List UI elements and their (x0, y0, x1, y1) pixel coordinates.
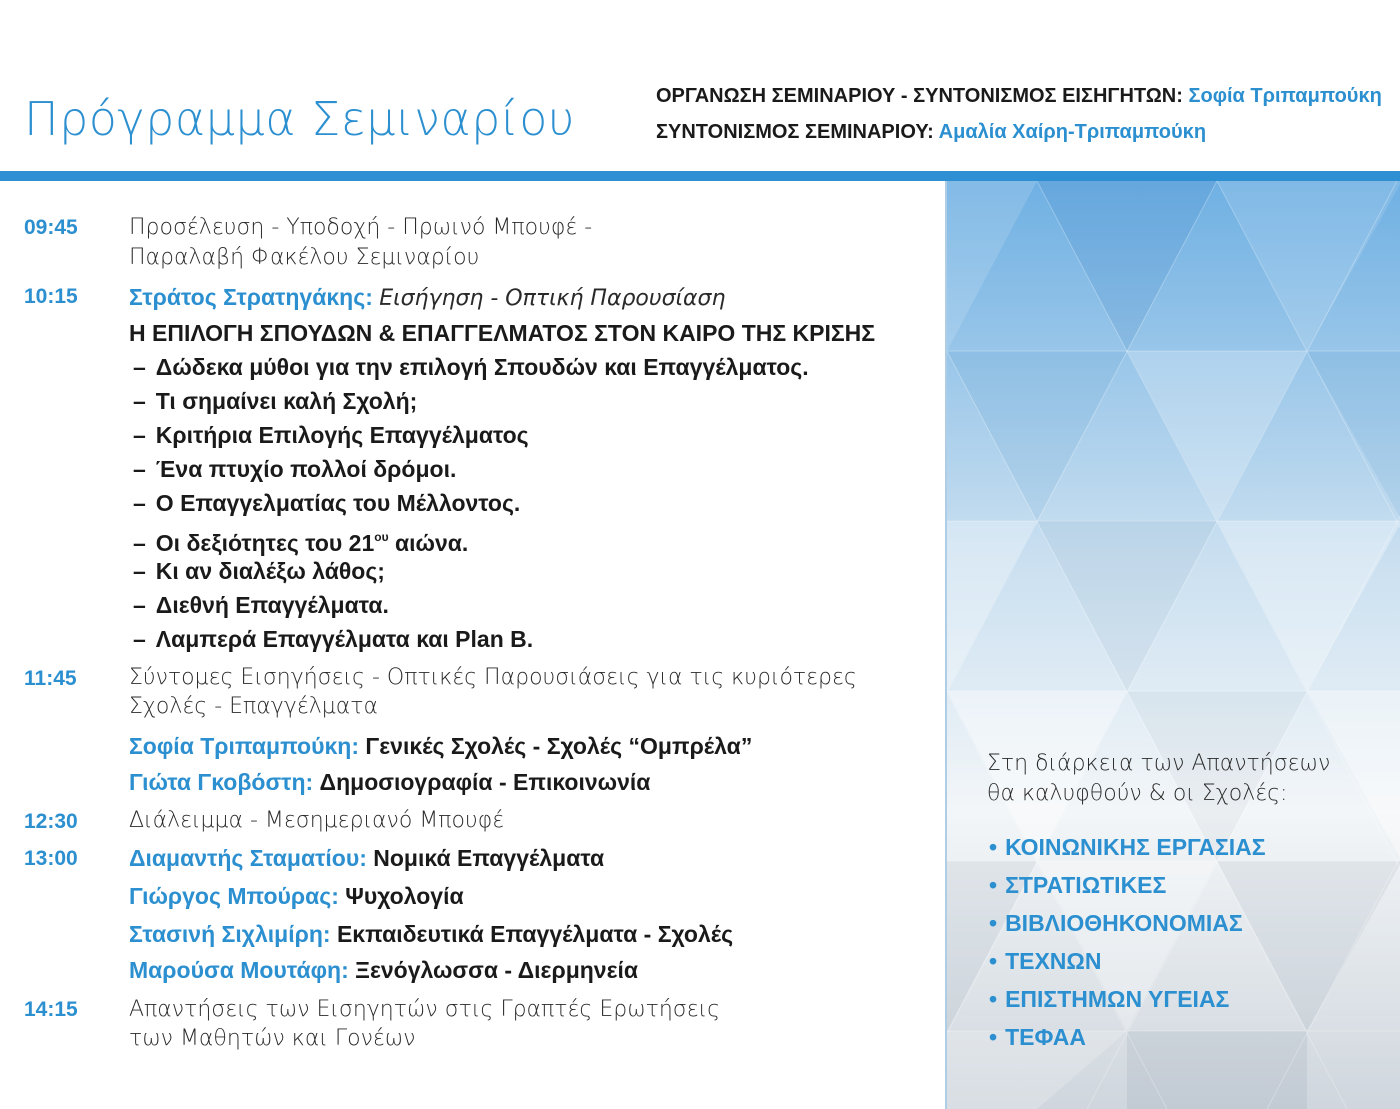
speaker-name: Σοφία Τριπαμπούκη: (129, 733, 360, 759)
topic-item: – Ένα πτυχίο πολλοί δρόμοι. (133, 456, 457, 482)
topic-item: – Οι δεξιότητες του $21^{o\upsilon}$ αιώνα. (133, 530, 469, 556)
talk-topic: Νομικά Επαγγέλματα (373, 845, 605, 871)
speaker-name: Διαμαντής Σταματίου: (129, 845, 367, 871)
school-item: • ΒΙΒΛΙΟΘΗΚΟΝΟΜΙΑΣ (989, 910, 1243, 936)
organization-label: ΟΡΓΑΝΩΣΗ ΣΕΜΙΝΑΡΙΟΥ - ΣΥΝΤΟΝΙΣΜΟΣ ΕΙΣΗΓΗΤΩΝ: (656, 85, 1183, 107)
short-talks-line-1: Σύντομες Εισηγήσεις - Οπτικές Παρουσιάσεις για τις κυριότερες (129, 665, 857, 690)
page-title: Πρόγραμμα Σεμιναρίου (24, 92, 575, 146)
time-0945: 09:45 (24, 216, 78, 239)
talk-topic: Δημοσιογραφία - Επικοινωνία (319, 769, 651, 795)
talk-topic: Ψυχολογία (345, 883, 464, 909)
talk-topic: Ξενόγλωσσα - Διερμηνεία (355, 957, 639, 983)
panel-intro (987, 749, 1330, 809)
talk-row (129, 955, 638, 985)
arrival-line-2: Παραλαβή Φακέλου Σεμιναρίου (129, 245, 480, 270)
talk-row (129, 731, 752, 761)
talk-topic: Γενικές Σχολές - Σχολές “Ομπρέλα” (365, 733, 753, 759)
coordination-label: ΣΥΝΤΟΝΙΣΜΟΣ ΣΕΜΙΝΑΡΙΟΥ: (656, 121, 934, 143)
time-1145: 11:45 (24, 667, 77, 690)
speaker-name: Στράτος Στρατηγάκης: (129, 284, 373, 310)
talk-row (129, 767, 650, 797)
speaker-name: Γιώργος Μπούρας: (129, 883, 339, 909)
topic-item: – Κι αν διαλέξω λάθος; (133, 558, 385, 584)
speaker-name: Στασινή Σιχλιμίρη: (129, 921, 331, 947)
session-1015-title: Η ΕΠΙΛΟΓΗ ΣΠΟΥΔΩΝ & ΕΠΑΓΓΕΛΜΑΤΟΣ ΣΤΟΝ ΚΑΙΡΟ ΤΗΣ ΚΡΙΣΗΣ (129, 320, 876, 346)
session-1015-header (129, 282, 725, 314)
school-item: • ΚΟΙΝΩΝΙΚΗΣ ΕΡΓΑΣΙΑΣ (989, 834, 1266, 860)
qa-line-1: Απαντήσεις των Εισηγητών στις Γραπτές Ερωτήσεις (129, 997, 721, 1022)
topic-item: – Διεθνή Επαγγέλματα. (133, 592, 389, 618)
qa-line-2: των Μαθητών και Γονέων (129, 1026, 416, 1051)
talk-row (129, 881, 464, 911)
coordination-line (656, 121, 1206, 144)
school-item: • ΤΕΧΝΩΝ (989, 948, 1102, 974)
short-talks-line-2: Σχολές - Επαγγέλματα (129, 694, 378, 719)
time-1015: 10:15 (24, 285, 78, 308)
organization-line (656, 85, 1382, 108)
topic-item: – Κριτήρια Επιλογής Επαγγέλματος (133, 422, 529, 448)
panel-intro-line-2: θα καλυφθούν & οι Σχολές: (987, 781, 1288, 806)
speaker-name: Γιώτα Γκοβόστη: (129, 769, 314, 795)
lunch-break: Διάλειμμα - Μεσημεριανό Μπουφέ (129, 808, 505, 833)
school-item: • ΕΠΙΣΤΗΜΩΝ ΥΓΕΙΑΣ (989, 986, 1230, 1012)
topic-item: – Τι σημαίνει καλή Σχολή; (133, 388, 418, 414)
school-item: • ΣΤΡΑΤΙΩΤΙΚΕΣ (989, 872, 1167, 898)
coordination-name: Αμαλία Χαίρη-Τριπαμπούκη (938, 121, 1207, 143)
talk-row (129, 919, 733, 949)
topic-item: – Ο Επαγγελματίας του Μέλλοντος. (133, 490, 521, 516)
header-divider (0, 171, 1400, 181)
side-panel (945, 181, 1400, 1109)
talk-topic: Εκπαιδευτικά Επαγγέλματα - Σχολές (336, 921, 734, 947)
topic-item: – Λαμπερά Επαγγέλματα και Plan B. (133, 626, 534, 652)
time-1300: 13:00 (24, 847, 78, 870)
arrival-line-1: Προσέλευση - Υποδοχή - Πρωινό Μπουφέ - (129, 215, 593, 240)
time-1230: 12:30 (24, 810, 78, 833)
talk-row (129, 843, 604, 873)
time-1415: 14:15 (24, 998, 78, 1021)
panel-intro-line-1: Στη διάρκεια των Απαντήσεων (987, 751, 1331, 776)
schools-list (989, 831, 1266, 1059)
topic-item: – Δώδεκα μύθοι για την επιλογή Σπουδών και Επαγγέλματος. (133, 354, 809, 380)
speaker-name: Μαρούσα Μουτάφη: (129, 957, 349, 983)
organization-name: Σοφία Τριπαμπούκη (1188, 85, 1382, 107)
session-type: Εισήγηση - Οπτική Παρουσίαση (379, 286, 726, 311)
school-item: • ΤΕΦΑΑ (989, 1024, 1086, 1050)
